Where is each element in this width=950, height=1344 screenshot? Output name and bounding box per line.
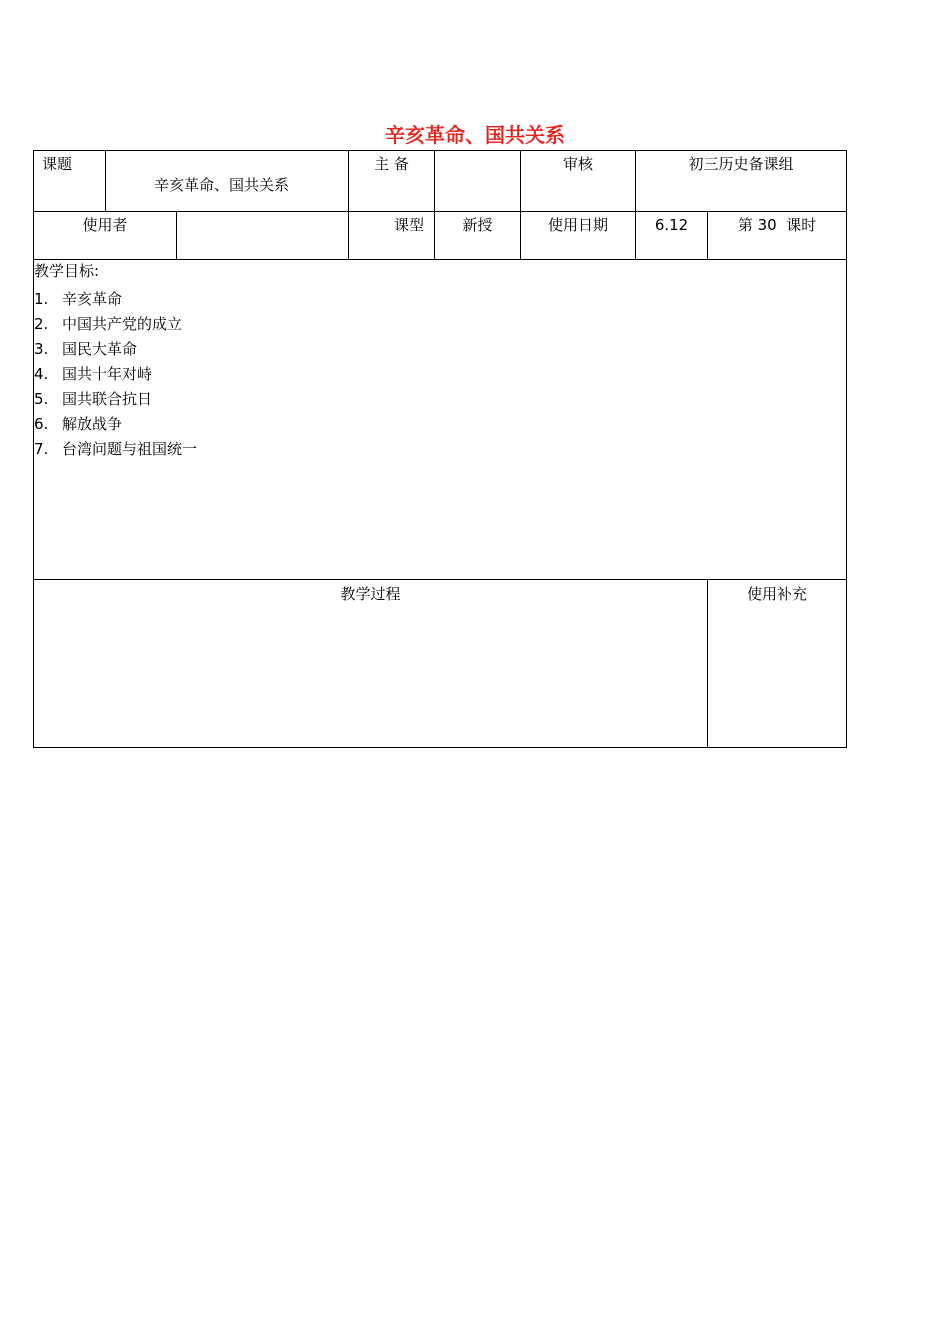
preparer-value-cell [435, 151, 521, 212]
list-item-text: 国民大革命 [62, 340, 138, 358]
page-title: 辛亥革命、国共关系 [385, 123, 565, 147]
list-item [34, 412, 846, 437]
topic-value: 辛亥革命、国共关系 [154, 176, 290, 194]
objectives-list [34, 287, 846, 462]
topic-value-cell [106, 151, 349, 212]
user-label: 使用者 [82, 216, 128, 234]
list-item-text: 国共十年对峙 [62, 365, 153, 383]
topic-label-cell [34, 151, 106, 212]
period-text: 第 30 课时 [737, 216, 817, 234]
objectives-row [34, 260, 847, 580]
list-item-number: 1. [34, 290, 49, 308]
header-row [34, 151, 847, 212]
list-item-number: 6. [34, 415, 49, 433]
list-item-text: 中国共产党的成立 [62, 315, 183, 333]
list-item-text: 解放战争 [62, 415, 123, 433]
date-value-cell [636, 212, 708, 260]
list-item-number: 2. [34, 315, 49, 333]
reviewer-value: 初三历史备课组 [688, 155, 794, 173]
date-label-cell [521, 212, 636, 260]
period-cell [708, 212, 847, 260]
list-item [34, 362, 846, 387]
objectives-cell [34, 260, 847, 580]
list-item-number: 5. [34, 390, 49, 408]
user-value-cell [177, 212, 349, 260]
list-item-text: 辛亥革命 [62, 290, 123, 308]
list-item-number: 3. [34, 340, 49, 358]
reviewer-label: 审核 [563, 155, 594, 173]
topic-label: 课题 [42, 155, 73, 173]
supplement-label: 使用补充 [747, 585, 808, 603]
list-item [34, 337, 846, 362]
type-label: 课型 [394, 216, 425, 234]
date-label: 使用日期 [548, 216, 609, 234]
preparer-label-cell [349, 151, 435, 212]
list-item [34, 437, 846, 462]
list-item-text: 台湾问题与祖国统一 [62, 440, 198, 458]
preparer-value [435, 151, 520, 154]
type-label-cell [349, 212, 435, 260]
list-item-number: 4. [34, 365, 49, 383]
list-item-number: 7. [34, 440, 49, 458]
list-item [34, 287, 846, 312]
process-label: 教学过程 [340, 585, 401, 603]
reviewer-value-cell [636, 151, 847, 212]
usage-row [34, 212, 847, 260]
list-item-text: 国共联合抗日 [62, 390, 153, 408]
supplement-cell [708, 580, 847, 748]
list-item [34, 387, 846, 412]
type-value-cell [435, 212, 521, 260]
process-row [34, 580, 847, 748]
user-label-cell [34, 212, 177, 260]
lesson-plan-table [33, 150, 847, 748]
list-item [34, 312, 846, 337]
date-value: 6.12 [654, 216, 689, 234]
user-value [177, 212, 348, 215]
type-value: 新授 [462, 216, 493, 234]
objectives-heading: 教学目标: [34, 262, 100, 280]
reviewer-label-cell [521, 151, 636, 212]
preparer-label: 主 备 [374, 155, 409, 173]
process-cell [34, 580, 708, 748]
